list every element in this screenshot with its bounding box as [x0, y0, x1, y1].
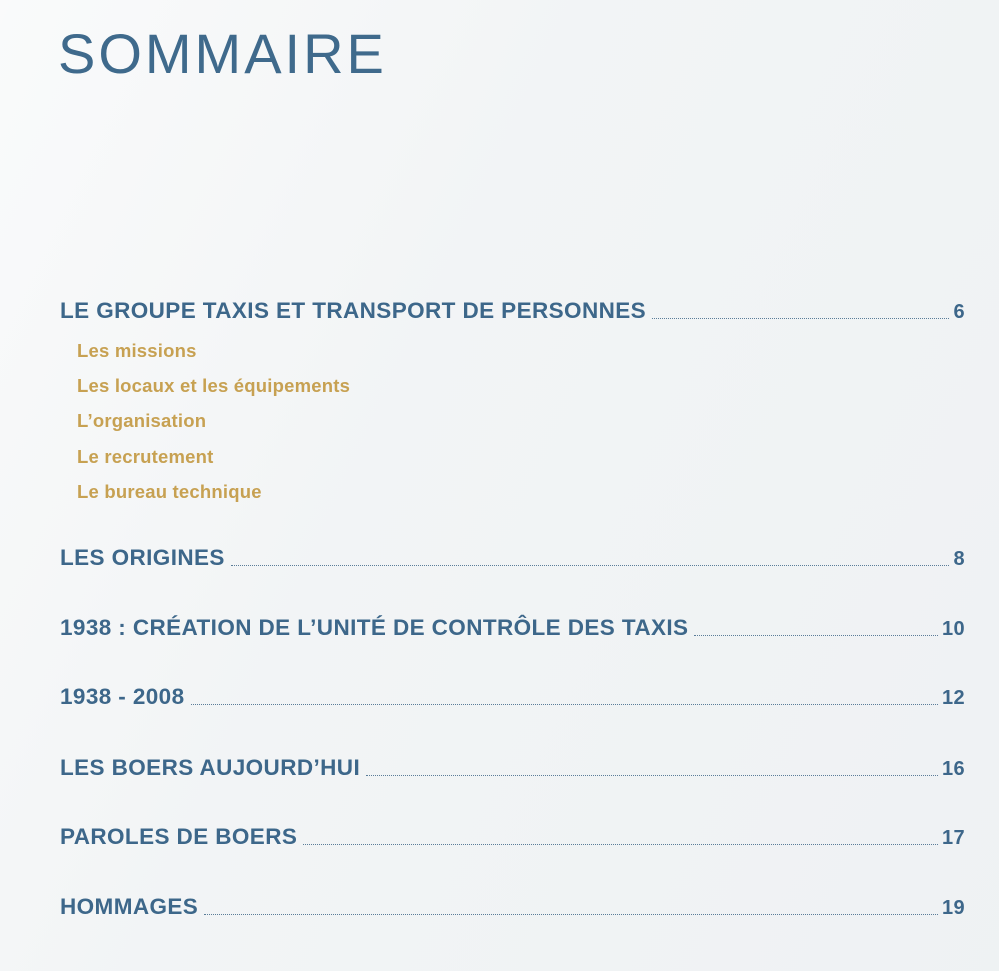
dot-leader	[204, 914, 938, 915]
toc-subitem[interactable]: Le bureau technique	[77, 480, 262, 502]
toc-entry-page: 6	[953, 301, 965, 323]
toc-entry-page: 12	[941, 687, 965, 709]
toc-entry-page: 10	[941, 618, 965, 640]
toc-entry-page: 16	[941, 758, 965, 780]
toc-subitem[interactable]: Les locaux et les équipements	[77, 375, 351, 397]
toc-entry[interactable]	[60, 896, 965, 919]
toc-subitem[interactable]: Les missions	[77, 340, 197, 361]
toc-entry[interactable]	[60, 757, 965, 780]
toc-entry-page: 17	[941, 827, 965, 849]
toc-entry-label: LE GROUPE TAXIS ET TRANSPORT DE PERSONNES	[60, 298, 647, 323]
page-title: SOMMAIRE	[58, 22, 387, 85]
toc-subitem[interactable]: L’organisation	[77, 410, 207, 432]
toc-entry[interactable]	[60, 617, 965, 640]
dot-leader	[652, 318, 949, 319]
toc-entry-page: 8	[953, 548, 965, 570]
toc-entry-label: PAROLES DE BOERS	[60, 824, 298, 849]
dot-leader	[303, 844, 938, 845]
toc-entry[interactable]	[60, 547, 965, 570]
toc-subitems	[77, 340, 350, 516]
toc-entry-label: 1938 : CRÉATION DE L’UNITÉ DE CONTRÔLE DES TAXIS	[60, 615, 689, 640]
toc-entry-label: HOMMAGES	[60, 894, 199, 919]
dot-leader	[191, 704, 938, 705]
toc-entry-label: LES ORIGINES	[60, 545, 225, 570]
toc-subitem[interactable]: Le recrutement	[77, 445, 214, 467]
toc-entry[interactable]	[60, 300, 965, 323]
dot-leader	[366, 775, 938, 776]
dot-leader	[231, 565, 950, 566]
toc-entry-page: 19	[941, 897, 965, 919]
toc-entry[interactable]	[60, 826, 965, 849]
toc-entry-label: 1938 - 2008	[60, 684, 185, 709]
toc-entry[interactable]	[60, 686, 965, 709]
dot-leader	[694, 635, 938, 636]
toc-entry-label: LES BOERS AUJOURD’HUI	[60, 755, 361, 780]
